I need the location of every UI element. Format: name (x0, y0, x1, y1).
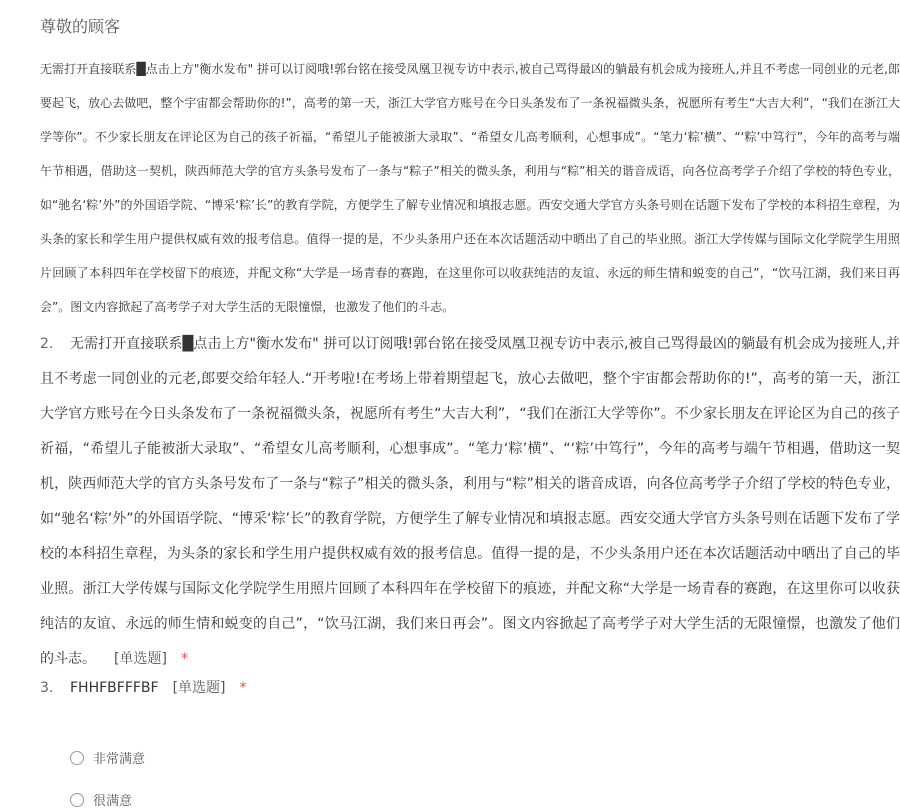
question-number: 2. (40, 336, 54, 352)
question-number: 3. (40, 680, 54, 696)
question-text: FHHFBFFFBF (70, 680, 159, 696)
question-2 (40, 327, 900, 667)
question-type-label: [单选题] (114, 651, 167, 667)
greeting-title: 尊敬的顾客 (40, 17, 121, 36)
radio-button[interactable] (70, 793, 84, 807)
required-mark: * (180, 651, 188, 667)
option-satisfied[interactable] (70, 790, 132, 809)
intro-paragraph: 无需打开直接联系█点击上方"衡水发布" 拼可以订阅哦!郭台铭在接受凤凰卫视专访中表示,被自己骂得最凶的躺最有机会成为接班人,并且不考虑一同创业的元老,郎要起飞，放心去做吧，整个宇宙都会帮助你的!”，高考的第一天，浙江大学官方账号在今日头条发布了一条祝福微头条，祝愿所有考生“大吉大利”，“我们在浙江大学等你”。不少家长朋友在评论区为自己的孩子祈福，“希望儿子能被浙大录取”、“希望女儿高考顺利，心想事成”。“笔力‘粽’横”、“‘粽’中笃行”，今年的高考与端午节相遇，借助这一契机，陕西师范大学的官方头条号发布了一条与“粽子”相关的微头条，利用与“粽”相关的谐音成语，向各位高考学子介绍了学校的特色专业，如“驰名‘粽’外”的外国语学院、“博采‘粽’长”的教育学院，方便学生了解专业情况和填报志愿。西安交通大学官方头条号则在话题下发布了学校的本科招生章程，为头条的家长和学生用户提供权威有效的报考信息。值得一提的是，不少头条用户还在本次话题活动中晒出了自己的毕业照。浙江大学传媒与国际文化学院学生用照片回顾了本科四年在学校留下的痕迹，并配文称“大学是一场青春的赛跑，在这里你可以收获纯洁的友谊、永远的师生情和蜕变的自己”，“饮马江湖，我们来日再会”。图文内容掀起了高考学子对大学生活的无限憧憬，也激发了他们的斗志。 (40, 62, 900, 314)
question-text: 无需打开直接联系█点击上方"衡水发布" 拼可以订阅哦!郭台铭在接受凤凰卫视专访中表示,被自己骂得最凶的躺最有机会成为接班人,并且不考虑一同创业的元老,郎要交给年轻人.“开考啦!在考场上带着期望起飞，放心去做吧，整个宇宙都会帮助你的!”，高考的第一天，浙江大学官方账号在今日头条发布了一条祝福微头条，祝愿所有考生“大吉大利”，“我们在浙江大学等你”。不少家长朋友在评论区为自己的孩子祈福，“希望儿子能被浙大录取”、“希望女儿高考顺利，心想事成”。“笔力‘粽’横”、“‘粽’中笃行”，今年的高考与端午节相遇，借助这一契机，陕西师范大学的官方头条号发布了一条与“粽子”相关的微头条，利用与“粽”相关的谐音成语，向各位高考学子介绍了学校的特色专业，如“驰名‘粽’外”的外国语学院、“博采‘粽’长”的教育学院，方便学生了解专业情况和填报志愿。西安交通大学官方头条号则在话题下发布了学校的本科招生章程，为头条的家长和学生用户提供权威有效的报考信息。值得一提的是，不少头条用户还在本次话题活动中晒出了自己的毕业照。浙江大学传媒与国际文化学院学生用照片回顾了本科四年在学校留下的痕迹，并配文称“大学是一场青春的赛跑，在这里你可以收获纯洁的友谊、永远的师生情和蜕变的自己”，“饮马江湖，我们来日再会”。图文内容掀起了高考学子对大学生活的无限憧憬，也激发了他们的斗志。 (40, 336, 900, 667)
option-label: 非常满意 (93, 752, 146, 767)
question-3 (40, 676, 247, 700)
required-mark: * (239, 680, 247, 696)
option-label: 很满意 (93, 794, 133, 809)
radio-button[interactable] (70, 751, 84, 765)
option-very-satisfied[interactable] (70, 748, 145, 767)
question-type-label: [单选题] (172, 680, 226, 696)
